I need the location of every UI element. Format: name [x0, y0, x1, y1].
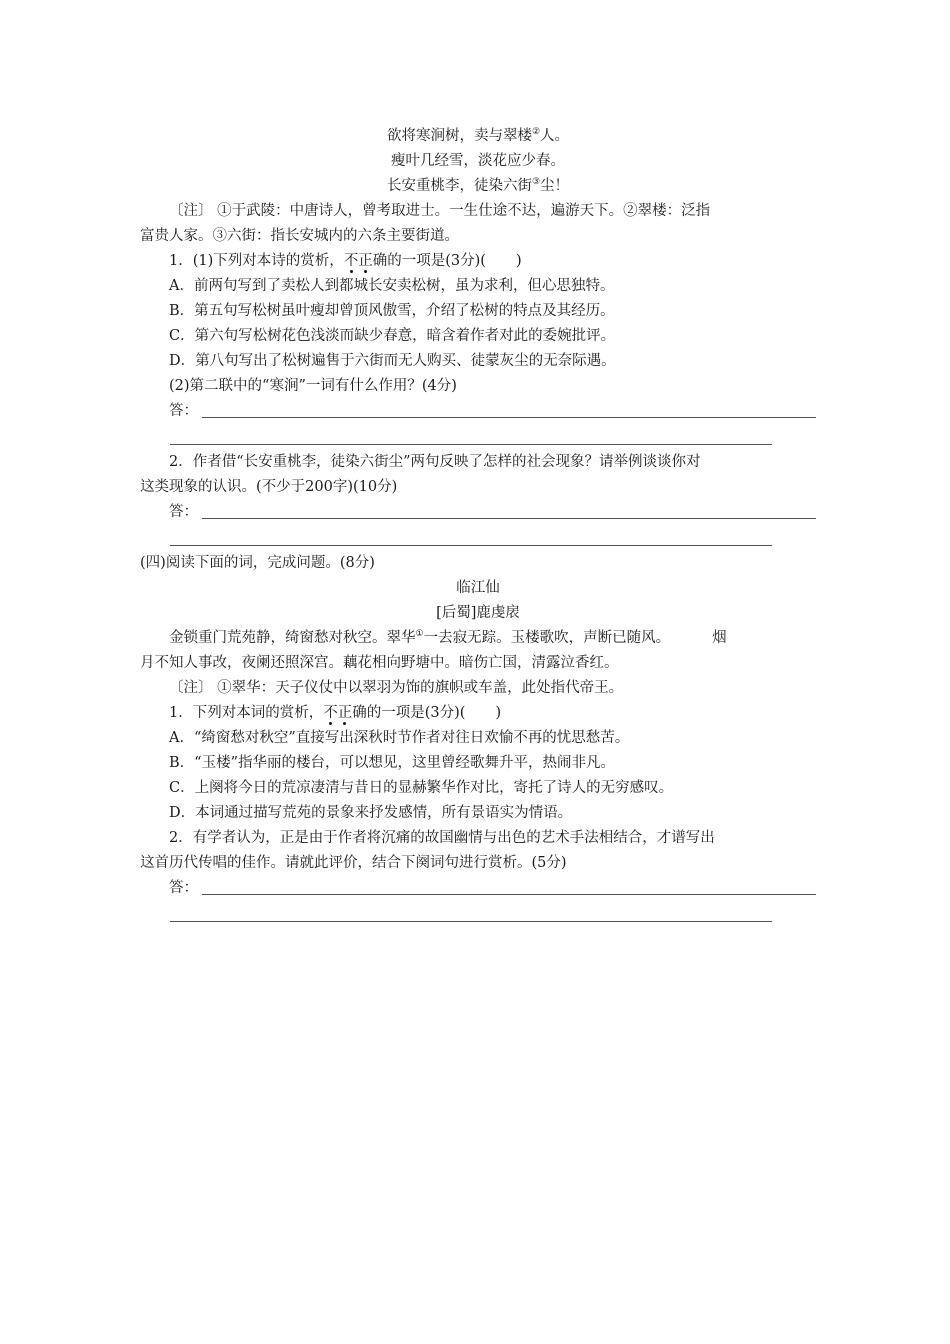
- question-1-option-d: D．第八句写出了松树遍售于六街而无人购买、徒蒙灰尘的无奈际遇。: [169, 353, 616, 369]
- question-3-option-c: C．上阕将今日的荒凉凄清与昔日的显赫繁华作对比，寄托了诗人的无穷感叹。: [169, 780, 674, 796]
- poem-text: 长安重桃李，徒染六街: [386, 178, 532, 194]
- ci-title: 临江仙: [456, 580, 500, 596]
- answer-underline: [202, 417, 816, 418]
- answer-label: 答：: [169, 880, 198, 896]
- ci-text: 烟: [712, 630, 727, 646]
- question-1-sub-2: (2)第二联中的“寒涧”一词有什么作用？(4分): [169, 378, 457, 394]
- section-4-heading: (四)阅读下面的词，完成问题。(8分): [140, 555, 375, 571]
- emphasis-char: 不: [343, 253, 359, 269]
- ci-text-line-2: 月不知人事改，夜阑还照深宫。藕花相向野塘中。暗伤亡国，清露泣香红。: [140, 655, 619, 671]
- emphasis-char: 正: [337, 705, 353, 721]
- stem-text: ): [515, 253, 522, 269]
- answer-underline[interactable]: [170, 424, 772, 445]
- question-3-option-a: A．“绮窗愁对秋空”直接写出深秋时节作者对往日欢愉不再的忧思愁苦。: [169, 730, 630, 746]
- ci-text-line-1: [140, 626, 816, 651]
- stem-text: ): [495, 705, 502, 721]
- question-1-option-a: A．前两句写到了卖松人到都城长安卖松树，虽为求利，但心思独特。: [169, 278, 615, 294]
- stem-text: 确: [372, 253, 388, 269]
- stem-text: 1．(1)下列对本诗的赏析，: [169, 253, 344, 269]
- document-content: [140, 124, 816, 927]
- answer-label: 答：: [169, 403, 198, 419]
- answer-line[interactable]: [140, 399, 816, 424]
- footnote-marker: ①: [415, 629, 424, 640]
- question-1-option-c: C．第六句写松树花色浅淡而缺少春意，暗含着作者对此的委婉批评。: [169, 328, 616, 344]
- stem-text: 的一项是(3分)(: [366, 705, 466, 721]
- question-2-stem-line-1: 2．作者借“长安重桃李，徒染六街尘”两句反映了怎样的社会现象？请举例谈谈你对: [169, 454, 701, 470]
- poem-note-line-2: 富贵人家。③六街：指长安城内的六条主要街道。: [140, 228, 459, 244]
- question-1-stem: [140, 249, 816, 274]
- poem-text: 欲将寒涧树，卖与翠楼: [386, 128, 532, 144]
- answer-underline: [202, 518, 816, 519]
- ci-text: 一去寂无踪。玉楼歌吹，声断已随风。: [423, 630, 671, 646]
- answer-line[interactable]: [140, 500, 816, 525]
- question-3-option-b: B．“玉楼”指华丽的楼台，可以想见，这里曾经歌舞升平，热闹非凡。: [169, 755, 615, 771]
- answer-line[interactable]: [140, 876, 816, 901]
- footnote-marker: ②: [531, 127, 541, 138]
- answer-underline[interactable]: [170, 525, 772, 546]
- question-3-stem: [140, 701, 816, 726]
- poem-line-2: 瘦叶几经雪，淡花应少春。: [391, 153, 565, 169]
- stem-text: 确: [352, 705, 367, 721]
- poem-text: 尘！: [540, 178, 570, 194]
- emphasis-char: 正: [358, 253, 373, 269]
- answer-underline: [202, 894, 816, 895]
- question-2-stem-line-2: 这类现象的认识。(不少于200字)(10分): [140, 479, 398, 495]
- question-3-option-d: D．本词通过描写荒苑的景象来抒发感情，所有景语实为情语。: [169, 805, 573, 821]
- stem-text: 的一项是(3分)(: [387, 253, 486, 269]
- answer-label: 答：: [169, 504, 198, 520]
- ci-author: [后蜀]鹿虔扆: [436, 605, 520, 621]
- question-4-stem-line-1: 2．有学者认为，正是由于作者将沉痛的故国幽情与出色的艺术手法相结合，才谱写出: [169, 830, 715, 846]
- emphasis-char: 不: [323, 705, 338, 721]
- ci-note: 〔注〕 ①翠华：天子仪仗中以翠羽为饰的旗帜或车盖，此处指代帝王。: [169, 680, 624, 696]
- poem-line-3: [140, 174, 816, 199]
- ci-text: 金锁重门荒苑静，绮窗愁对秋空。翠华: [169, 630, 416, 646]
- question-4-stem-line-2: 这首历代传唱的佳作。请就此评价，结合下阕词句进行赏析。(5分): [140, 855, 567, 871]
- stem-text: 1．下列对本词的赏析，: [169, 705, 324, 721]
- footnote-marker: ③: [531, 177, 541, 188]
- answer-underline[interactable]: [170, 901, 772, 922]
- question-1-option-b: B．第五句写松树虽叶瘦却曾顶风傲雪，介绍了松树的特点及其经历。: [169, 303, 615, 319]
- poem-line-1: [140, 124, 816, 149]
- poem-text: 人。: [540, 128, 570, 144]
- poem-note-line-1: 〔注〕 ①于武陵：中唐诗人，曾考取进士。一生仕途不达，遍游天下。②翠楼：泛指: [169, 203, 711, 219]
